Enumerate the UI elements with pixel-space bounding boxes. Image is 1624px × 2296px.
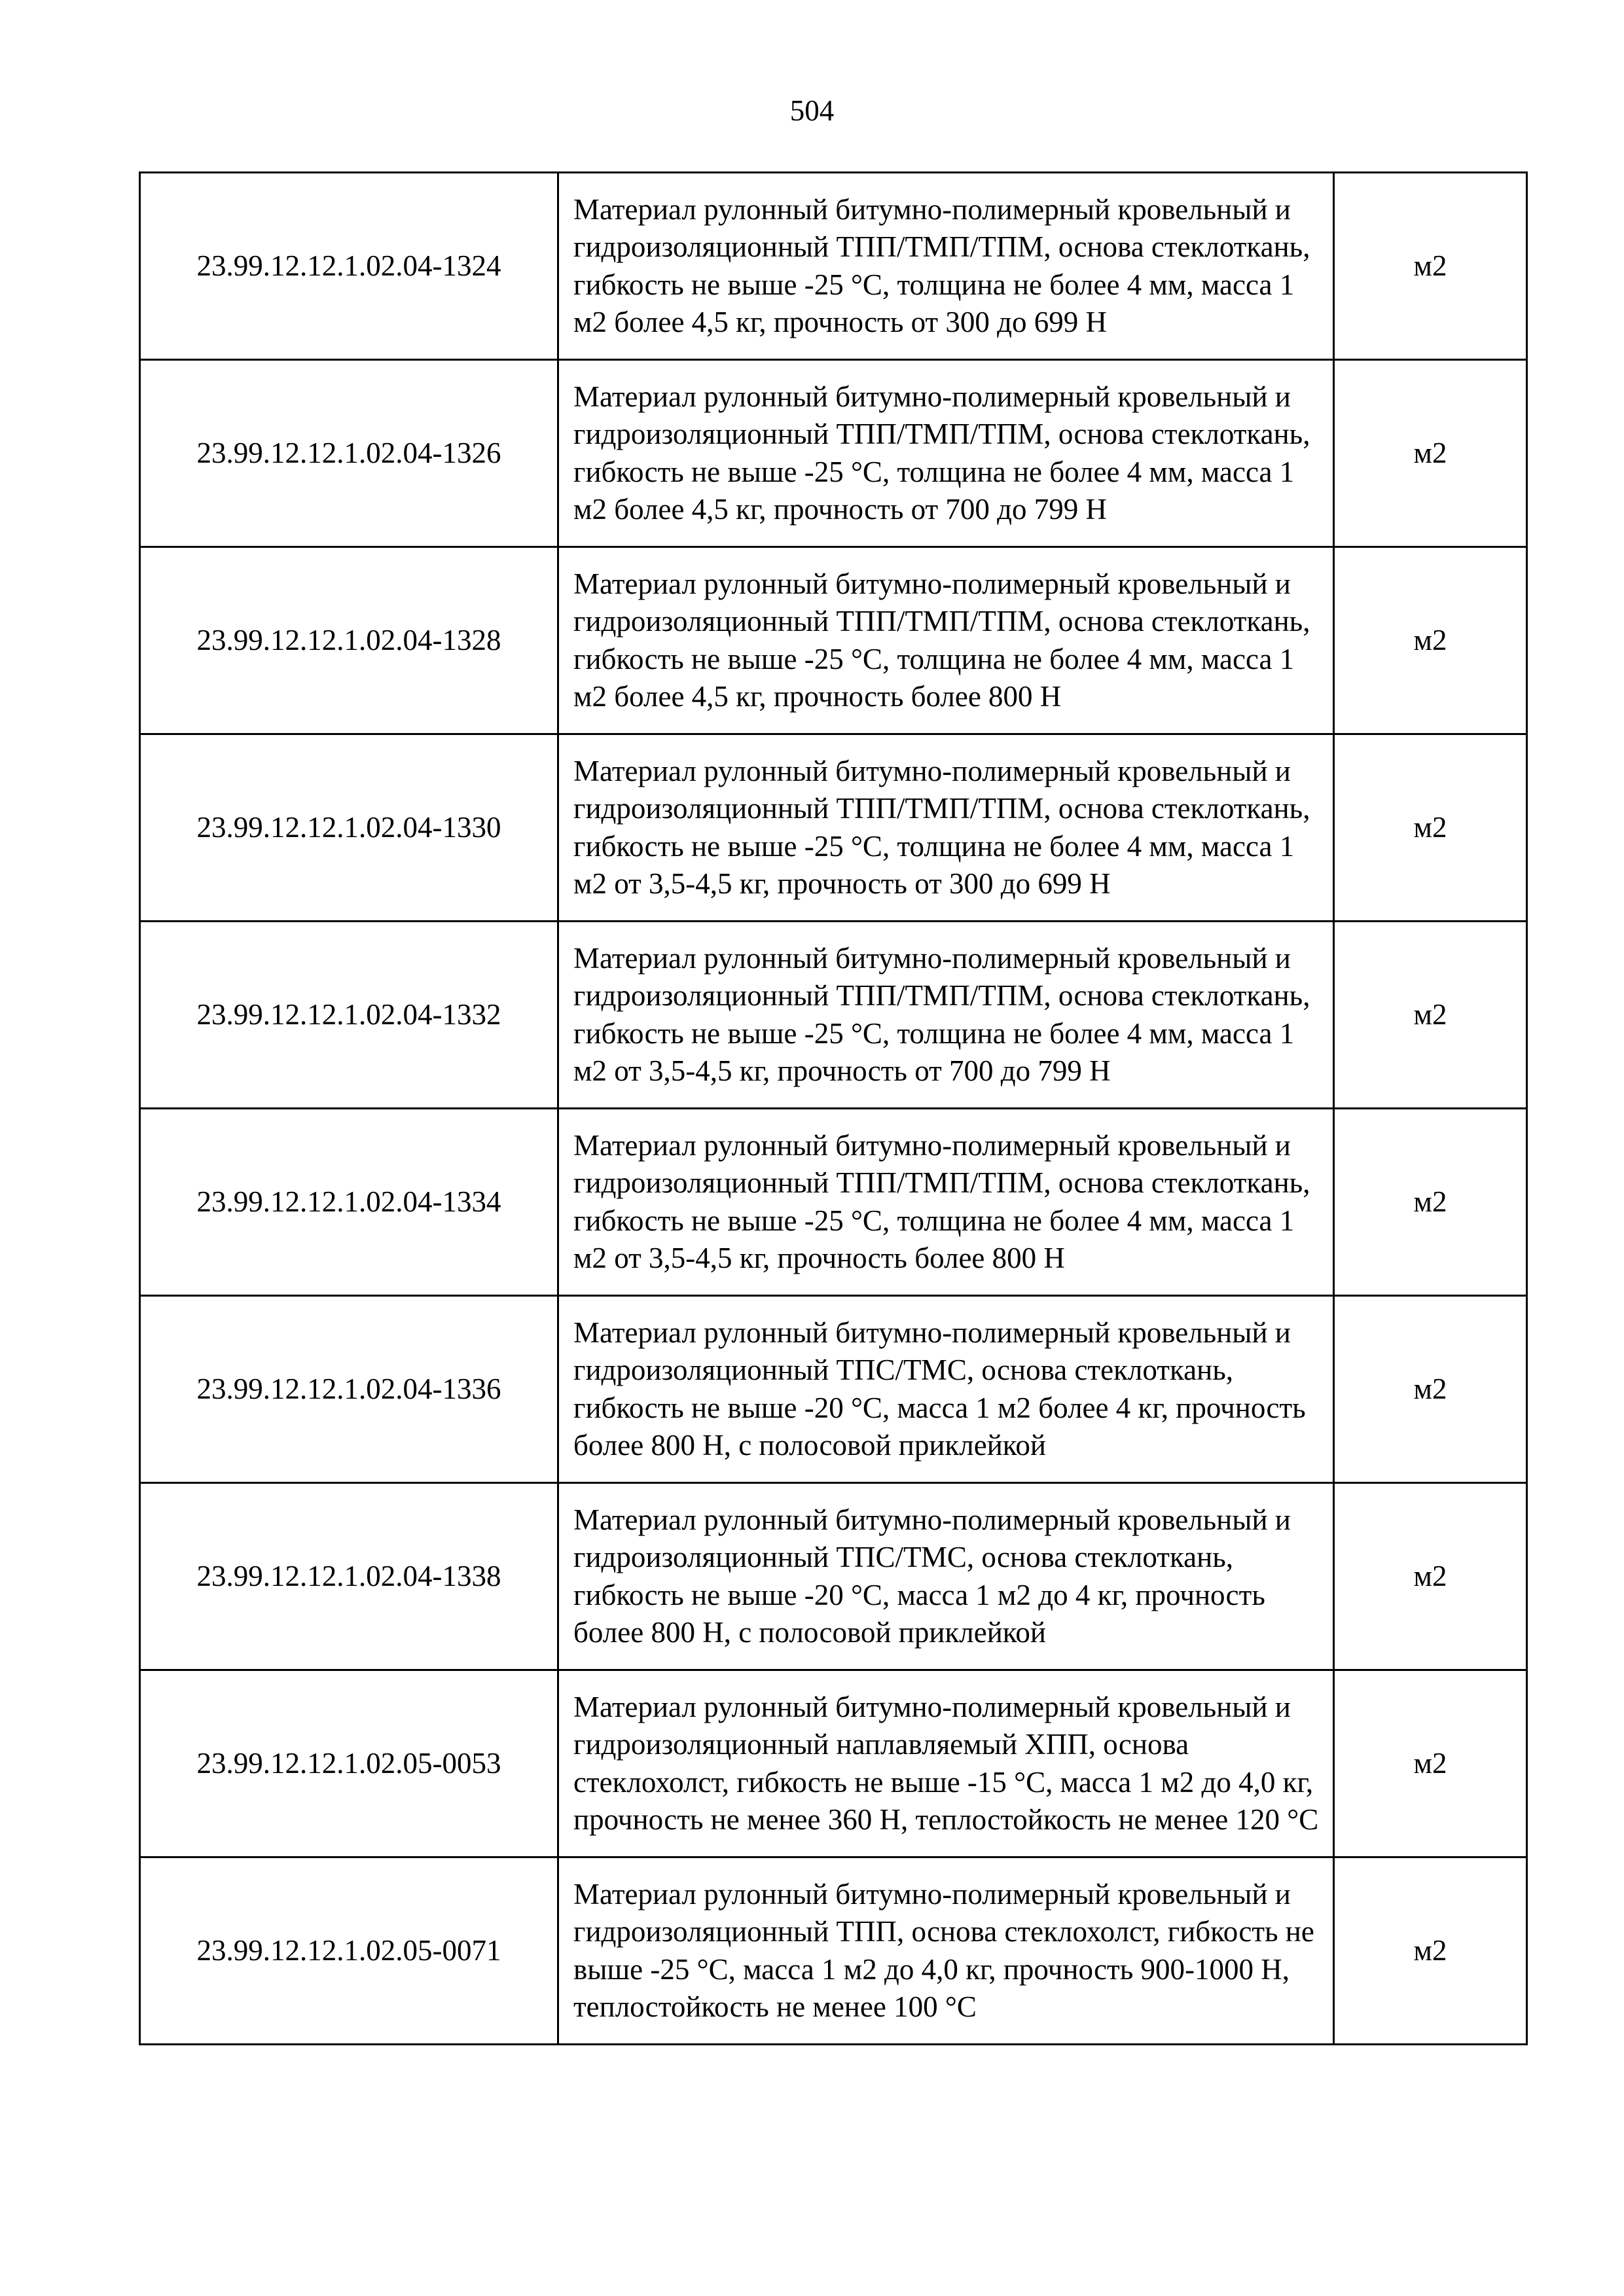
- table-row: [140, 1109, 1527, 1296]
- resource-description: Материал рулонный битумно-полимерный кровельный и гидроизоляционный ТПП/ТМП/ТПМ, основа стеклоткань, гибкость не выше -25 °С, толщина не более 4 мм, масса 1 м2 от 3,5-4,5 кг, прочность от 300 до 699 Н: [558, 734, 1334, 922]
- resource-code: 23.99.12.12.1.02.04-1338: [140, 1483, 558, 1670]
- resource-code: 23.99.12.12.1.02.05-0053: [140, 1670, 558, 1857]
- resource-code: 23.99.12.12.1.02.04-1328: [140, 547, 558, 734]
- resource-code: 23.99.12.12.1.02.04-1330: [140, 734, 558, 922]
- page-number: 504: [789, 94, 835, 127]
- table-row: [140, 547, 1527, 734]
- unit-of-measure: м2: [1334, 1109, 1527, 1296]
- resource-code: 23.99.12.12.1.02.04-1336: [140, 1296, 558, 1483]
- materials-table-body: [140, 173, 1527, 2045]
- resource-code: 23.99.12.12.1.02.05-0071: [140, 1857, 558, 2045]
- resource-description: Материал рулонный битумно-полимерный кровельный и гидроизоляционный ТПП/ТМП/ТПМ, основа стеклоткань, гибкость не выше -25 °С, толщина не более 4 мм, масса 1 м2 более 4,5 кг, прочность от 700 до 799 Н: [558, 360, 1334, 547]
- resource-code: 23.99.12.12.1.02.04-1324: [140, 173, 558, 360]
- unit-of-measure: м2: [1334, 734, 1527, 922]
- resource-description: Материал рулонный битумно-полимерный кровельный и гидроизоляционный ТПП/ТМП/ТПМ, основа стеклоткань, гибкость не выше -25 °С, толщина не более 4 мм, масса 1 м2 от 3,5-4,5 кг, прочность от 700 до 799 Н: [558, 922, 1334, 1109]
- table-row: [140, 173, 1527, 360]
- resource-code: 23.99.12.12.1.02.04-1334: [140, 1109, 558, 1296]
- table-row: [140, 1296, 1527, 1483]
- resource-code: 23.99.12.12.1.02.04-1326: [140, 360, 558, 547]
- resource-description: Материал рулонный битумно-полимерный кровельный и гидроизоляционный ТПП, основа стеклохолст, гибкость не выше -25 °С, масса 1 м2 до 4,0 кг, прочность 900-1000 Н, теплостойкость не менее 100 °С: [558, 1857, 1334, 2045]
- resource-description: Материал рулонный битумно-полимерный кровельный и гидроизоляционный ТПС/ТМС, основа стеклоткань, гибкость не выше -20 °С, масса 1 м2 более 4 кг, прочность более 800 Н, с полосовой приклейкой: [558, 1296, 1334, 1483]
- resource-description: Материал рулонный битумно-полимерный кровельный и гидроизоляционный ТПС/ТМС, основа стеклоткань, гибкость не выше -20 °С, масса 1 м2 до 4 кг, прочность более 800 Н, с полосовой приклейкой: [558, 1483, 1334, 1670]
- unit-of-measure: м2: [1334, 547, 1527, 734]
- resource-description: Материал рулонный битумно-полимерный кровельный и гидроизоляционный ТПП/ТМП/ТПМ, основа стеклоткань, гибкость не выше -25 °С, толщина не более 4 мм, масса 1 м2 от 3,5-4,5 кг, прочность более 800 Н: [558, 1109, 1334, 1296]
- materials-table: [139, 171, 1528, 2045]
- unit-of-measure: м2: [1334, 1857, 1527, 2045]
- unit-of-measure: м2: [1334, 1296, 1527, 1483]
- unit-of-measure: м2: [1334, 360, 1527, 547]
- unit-of-measure: м2: [1334, 1483, 1527, 1670]
- unit-of-measure: м2: [1334, 1670, 1527, 1857]
- resource-description: Материал рулонный битумно-полимерный кровельный и гидроизоляционный ТПП/ТМП/ТПМ, основа стеклоткань, гибкость не выше -25 °С, толщина не более 4 мм, масса 1 м2 более 4,5 кг, прочность от 300 до 699 Н: [558, 173, 1334, 360]
- table-row: [140, 922, 1527, 1109]
- unit-of-measure: м2: [1334, 173, 1527, 360]
- table-row: [140, 360, 1527, 547]
- resource-code: 23.99.12.12.1.02.04-1332: [140, 922, 558, 1109]
- table-row: [140, 1857, 1527, 2045]
- table-row: [140, 734, 1527, 922]
- resource-description: Материал рулонный битумно-полимерный кровельный и гидроизоляционный ТПП/ТМП/ТПМ, основа стеклоткань, гибкость не выше -25 °С, толщина не более 4 мм, масса 1 м2 более 4,5 кг, прочность более 800 Н: [558, 547, 1334, 734]
- table-row: [140, 1670, 1527, 1857]
- unit-of-measure: м2: [1334, 922, 1527, 1109]
- resource-description: Материал рулонный битумно-полимерный кровельный и гидроизоляционный наплавляемый ХПП, основа стеклохолст, гибкость не выше -15 °С, масса 1 м2 до 4,0 кг, прочность не менее 360 Н, теплостойкость не менее 120 °С: [558, 1670, 1334, 1857]
- table-row: [140, 1483, 1527, 1670]
